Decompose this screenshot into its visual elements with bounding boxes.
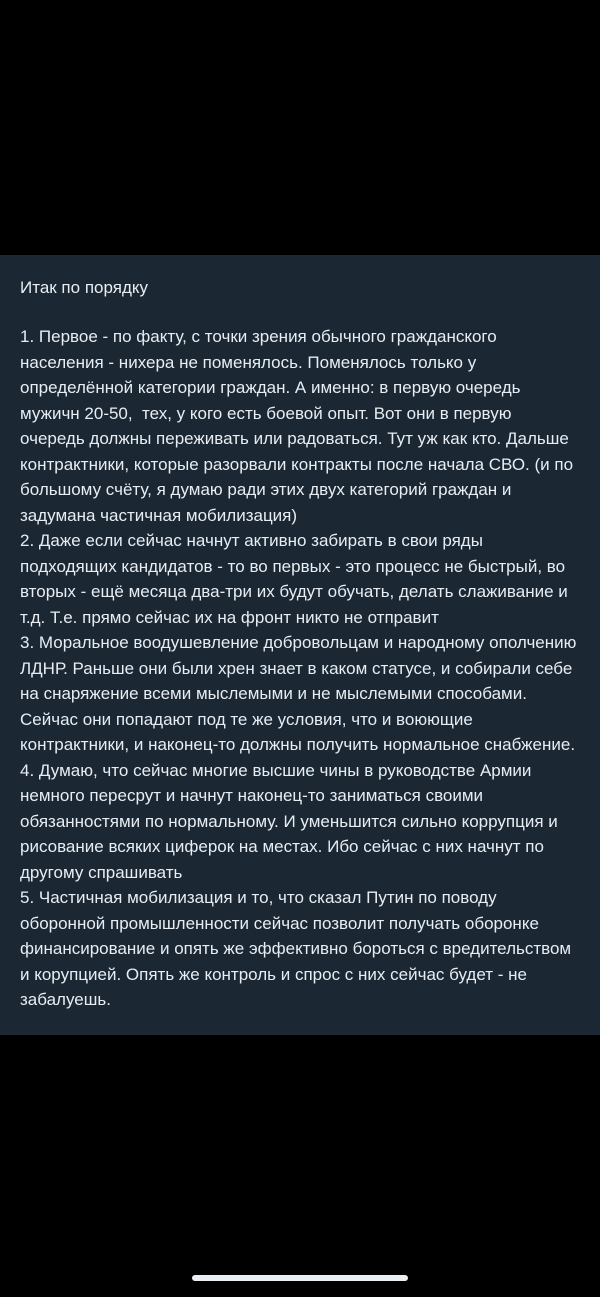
message-title: Итак по порядку [20,278,148,297]
message-card[interactable] [0,255,600,1035]
message-body [20,324,580,1013]
home-indicator[interactable] [192,1275,408,1281]
message-paragraph-2: 2. Даже если сейчас начнут активно забирать в свои ряды подходящих кандидатов - то во первых - это процесс не быстрый, во вторых - ещё месяца два-три их будут обучать, делать слаживание и т.д. Т.е. прямо сейчас их на фронт никто не отправит [20,531,573,627]
message-paragraph-5: 5. Частичная мобилизация и то, что сказал Путин по поводу оборонной промышленности сейчас позволит получать оборонке финансирование и опять же эффективно бороться с вредительством и корупцией. Опять же контроль и спрос с них сейчас будет - не забалуешь. [20,888,576,1009]
message-paragraph-4: 4. Думаю, что сейчас многие высшие чины в руководстве Армии немного пересрут и начнут наконец-то заниматься своими обязанностями по нормальному. И уменьшится сильно коррупция и рисование всяких циферок на местах. Ибо сейчас с них начнут по другому спрашивать [20,760,563,882]
message-paragraph-1: 1. Первое - по факту, с точки зрения обычного гражданского населения - нихера не поменялось. Поменялось только у определённой категории граждан. А именно: в первую очередь мужичн 20-50, тех, у кого есть боевой опыт. Вот они в первую очередь должны переживать или радоваться. Тут уж как кто. Дальше контрактники, которые разорвали контракты после начала СВО. (и по большому счёту, я думаю ради этих двух категорий граждан и задумана частичная мобилизация) [20,327,578,525]
message-paragraph-3: 3. Моральное воодушевление добровольцам и народному ополчению ЛДНР. Раньше они были хрен знает в каком статусе, и собирали себе на снаряжение всеми мыслемыми и не мыслемыми способами. Сейчас они попадают под те же условия, что и воюющие контрактники, и наконец-то должны получить нормальное снабжение. [20,633,582,754]
